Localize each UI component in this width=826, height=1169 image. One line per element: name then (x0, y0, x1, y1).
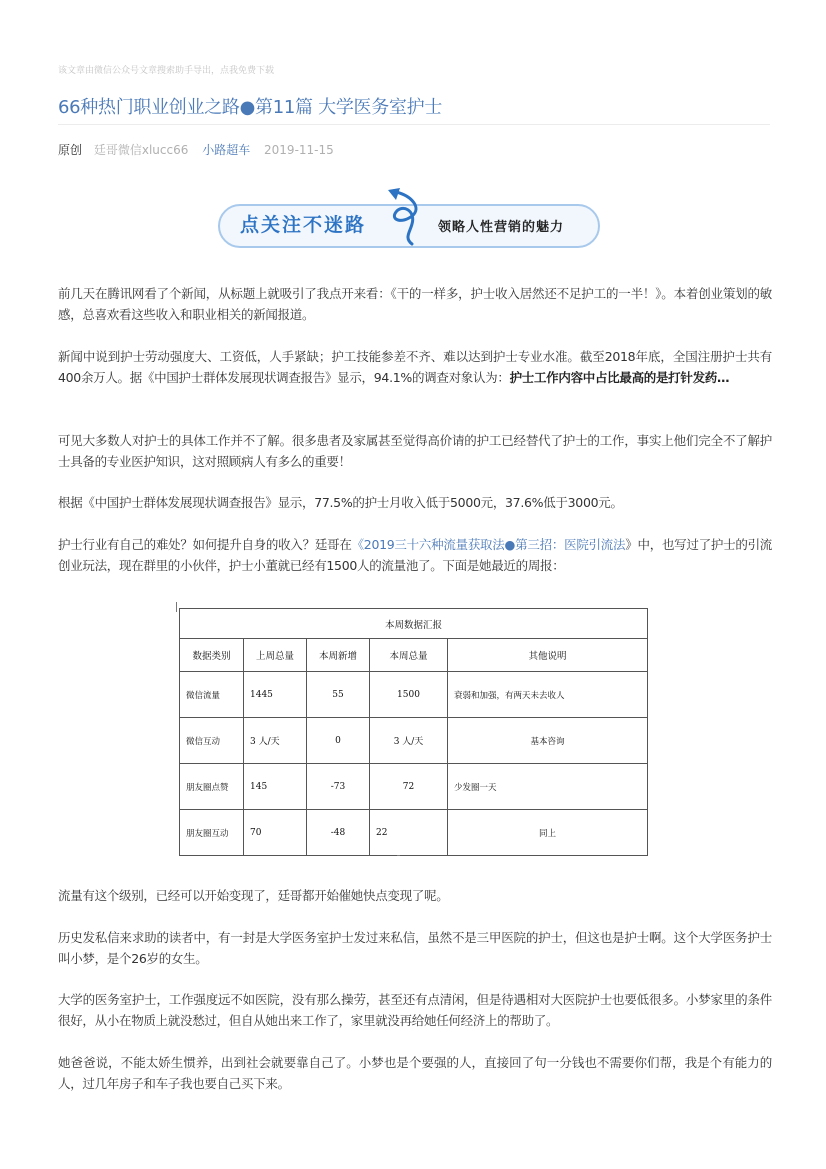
paragraph-6: 流量有这个级别，已经可以开始变现了，廷哥都开始催她快点变现了呢。 (58, 888, 449, 903)
table-cell: 3 人/天 (370, 718, 448, 764)
table-cell: -73 (307, 764, 370, 810)
article-link[interactable]: 《2019三十六种流量获取法●第三招：医院引流法 (351, 537, 626, 552)
column-header: 本周总量 (370, 639, 448, 672)
banner-left-text: 点关注不迷路 (240, 214, 367, 236)
paragraph-9: 她爸爸说，不能太娇生惯养，出到社会就要靠自己了。小梦也是个要强的人，直接回了句一分钱也不需要你们帮，我是个有能力的人，过几年房子和车子我也要自己买下来。 (58, 1055, 772, 1091)
column-header: 本周新增 (307, 639, 370, 672)
table-image-mark (397, 855, 400, 856)
publish-date: 2019-11-15 (264, 143, 334, 157)
column-header: 数据类别 (180, 639, 244, 672)
table-cell: 微信流量 (180, 672, 244, 718)
author-name: 廷哥微信xlucc66 (93, 143, 189, 157)
paragraph-2-text: 新闻中说到护士劳动强度大、工资低，人手紧缺；护工技能参差不齐、难以达到护士专业水准。截至2018年底，全国注册护士共有400余万人。据《中国护士群体发展现状调查报告》显示，94.1%的调查对象认为： (58, 349, 772, 385)
paragraph-5-text-a: 护士行业有自己的难处？如何提升自身的收入？廷哥在 (58, 537, 352, 552)
table-cell: 3 人/天 (244, 718, 307, 764)
paragraph-5-text-b: 》中，也写过了护士的引流创业玩法，现在群里的小伙伴，护士小董就已经有1500人的流量池了。下面是她最近的周报： (58, 537, 772, 573)
table-row (180, 810, 648, 856)
paragraph-7: 历史发私信来求助的读者中，有一封是大学医务室护士发过来私信，虽然不是三甲医院的护士，但这也是护士啊。这个大学医务护士叫小梦，是个26岁的女生。 (58, 930, 772, 966)
weekly-report-table (179, 608, 648, 856)
original-tag: 原创 (58, 143, 83, 157)
table-cell: 基本咨询 (448, 718, 648, 764)
table-image-edge (176, 602, 177, 612)
article-meta (58, 141, 334, 158)
paragraph-8: 大学的医务室护士，工作强度远不如医院，没有那么操劳，甚至还有点清闲，但是待遇相对大医院护士也要低很多。小梦家里的条件很好，从小在物质上就没愁过，但自从她出来工作了，家里就没再给她任何经济上的帮助了。 (58, 992, 772, 1028)
title-divider (58, 124, 770, 125)
table-cell: 少发圈一天 (448, 764, 648, 810)
table-cell: 22 (370, 810, 448, 856)
table-cell: 55 (307, 672, 370, 718)
paragraph-5 (58, 534, 772, 576)
paragraph-2 (58, 346, 772, 388)
column-header: 其他说明 (448, 639, 648, 672)
paragraph-2-bold: 护士工作内容中占比最高的是打针发药… (509, 370, 730, 385)
paragraph-4: 根据《中国护士群体发展现状调查报告》显示，77.5%的护士月收入低于5000元，37.6%低于3000元。 (58, 495, 623, 510)
paragraph-3: 可见大多数人对护士的具体工作并不了解。很多患者及家属甚至觉得高价请的护工已经替代了护士的工作，事实上他们完全不了解护士具备的专业医护知识，这对照顾病人有多么的重要！ (58, 433, 772, 469)
follow-banner (218, 186, 602, 250)
table-cell: 朋友圈互动 (180, 810, 244, 856)
table-cell: 0 (307, 718, 370, 764)
account-name-link[interactable]: 小路超车 (202, 143, 251, 157)
column-header: 上周总量 (244, 639, 307, 672)
table-cell: 衰弱和加强，有两天未去收人 (448, 672, 648, 718)
export-notice-link[interactable]: 该文章由微信公众号文章搜索助手导出，点我免费下载 (58, 66, 275, 76)
table-cell: 72 (370, 764, 448, 810)
table-cell: 70 (244, 810, 307, 856)
paragraph-1: 前几天在腾讯网看了个新闻，从标题上就吸引了我点开来看：《干的一样多，护士收入居然还不足护工的一半！》。本着创业策划的敏感，总喜欢看这些收入和职业相关的新闻报道。 (58, 286, 772, 322)
article-title: 66种热门职业创业之路●第11篇 大学医务室护士 (58, 97, 443, 118)
curl-arrow-icon (382, 186, 442, 250)
table-row (180, 718, 648, 764)
table-cell: 朋友圈点赞 (180, 764, 244, 810)
banner-right-text: 领略人性营销的魅力 (438, 220, 565, 235)
table-row (180, 764, 648, 810)
table-cell: 微信互动 (180, 718, 244, 764)
table-cell: 1445 (244, 672, 307, 718)
table-cell: 145 (244, 764, 307, 810)
report-header-row (180, 639, 648, 672)
table-row (180, 672, 648, 718)
report-caption: 本周数据汇报 (180, 609, 648, 639)
table-cell: -48 (307, 810, 370, 856)
table-cell: 1500 (370, 672, 448, 718)
table-cell: 同上 (448, 810, 648, 856)
